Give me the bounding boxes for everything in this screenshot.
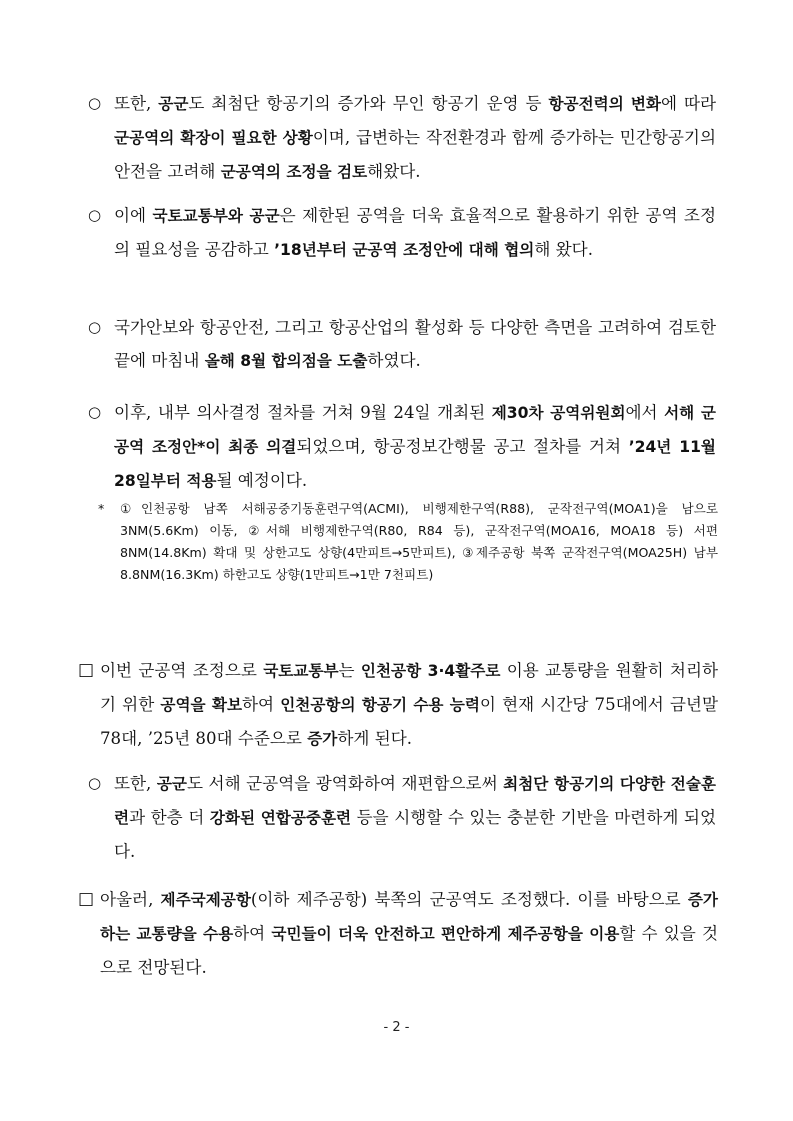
box-bullet: □: [78, 660, 95, 680]
asterisk-mark: *: [98, 501, 105, 516]
paragraph-air-force-expansion: ○ 또한, 공군도 최첨단 항공기의 증가와 무인 항공기 운영 등 항공전력의 변화에 따라 군공역의 확장이 필요한 상황이며, 급변하는 작전환경과 함께 증가하는 민간항공기의 안전을 고려해 군공역의 조정을 검토해왔다.: [88, 87, 716, 189]
paragraph-ministry-consultation: ○ 이에 국토교통부와 공군은 제한된 공역을 더욱 효율적으로 활용하기 위한 공역 조정의 필요성을 공감하고 ’18년부터 군공역 조정안에 대해 협의해 왔다.: [88, 199, 716, 267]
page-number: - 2 -: [383, 1020, 410, 1035]
paragraph-incheon-capacity: □ 이번 군공역 조정으로 국토교통부는 인천공항 3·4활주로 이용 교통량을 원활히 처리하기 위한 공역을 확보하여 인천공항의 항공기 수용 능력이 현재 시간당 75대에서 금년말 78대, ’25년 80대 수준으로 증가하게 된다.: [78, 654, 718, 756]
circle-bullet: ○: [88, 403, 102, 421]
circle-bullet: ○: [88, 94, 102, 112]
footnote-text: ①인천공항 남쪽 서해공중기동훈련구역(ACMI), 비행제한구역(R88), 군작전구역(MOA1)을 남으로 3NM(5.6Km) 이동, ②서해 비행제한구역(R80, R84 등), 군작전구역(MOA16, MOA18 등) 서편 8NM(14.8Km) 확대 및 상한고도 상향(4만피트→5만피트), ③제주공항 북쪽 군작전구역(MOA25H) 남부 8.8NM(16.3Km) 하한고도 상향(1만피트→1만 7천피트): [120, 501, 718, 582]
circle-bullet: ○: [88, 206, 102, 224]
circle-bullet: ○: [88, 774, 102, 792]
box-bullet: □: [78, 889, 95, 909]
paragraph-air-force-training: ○ 또한, 공군도 서해 군공역을 광역화하여 재편함으로써 최첨단 항공기의 다양한 전술훈련과 한층 더 강화된 연합공중훈련 등을 시행할 수 있는 충분한 기반을 마련하게 되었다.: [88, 767, 716, 868]
paragraph-jeju-airport: □ 아울러, 제주국제공항(이하 제주공항) 북쪽의 군공역도 조정했다. 이를 바탕으로 증가하는 교통량을 수용하여 국민들이 더욱 안전하고 편안하게 제주공항을 이용할 수 있을 것으로 전망된다.: [78, 883, 718, 984]
paragraph-agreement: ○ 국가안보와 항공안전, 그리고 항공산업의 활성화 등 다양한 측면을 고려하여 검토한 끝에 마침내 올해 8월 합의점을 도출하였다.: [88, 311, 716, 378]
circle-bullet: ○: [88, 318, 102, 336]
paragraph-committee-decision: ○ 이후, 내부 의사결정 절차를 거쳐 9월 24일 개최된 제30차 공역위원회에서 서해 군공역 조정안*이 최종 의결되었으며, 항공정보간행물 공고 절차를 거쳐 ’24년 11월 28일부터 적용될 예정이다.: [88, 396, 716, 498]
footnote-adjustment-details: [98, 498, 718, 586]
